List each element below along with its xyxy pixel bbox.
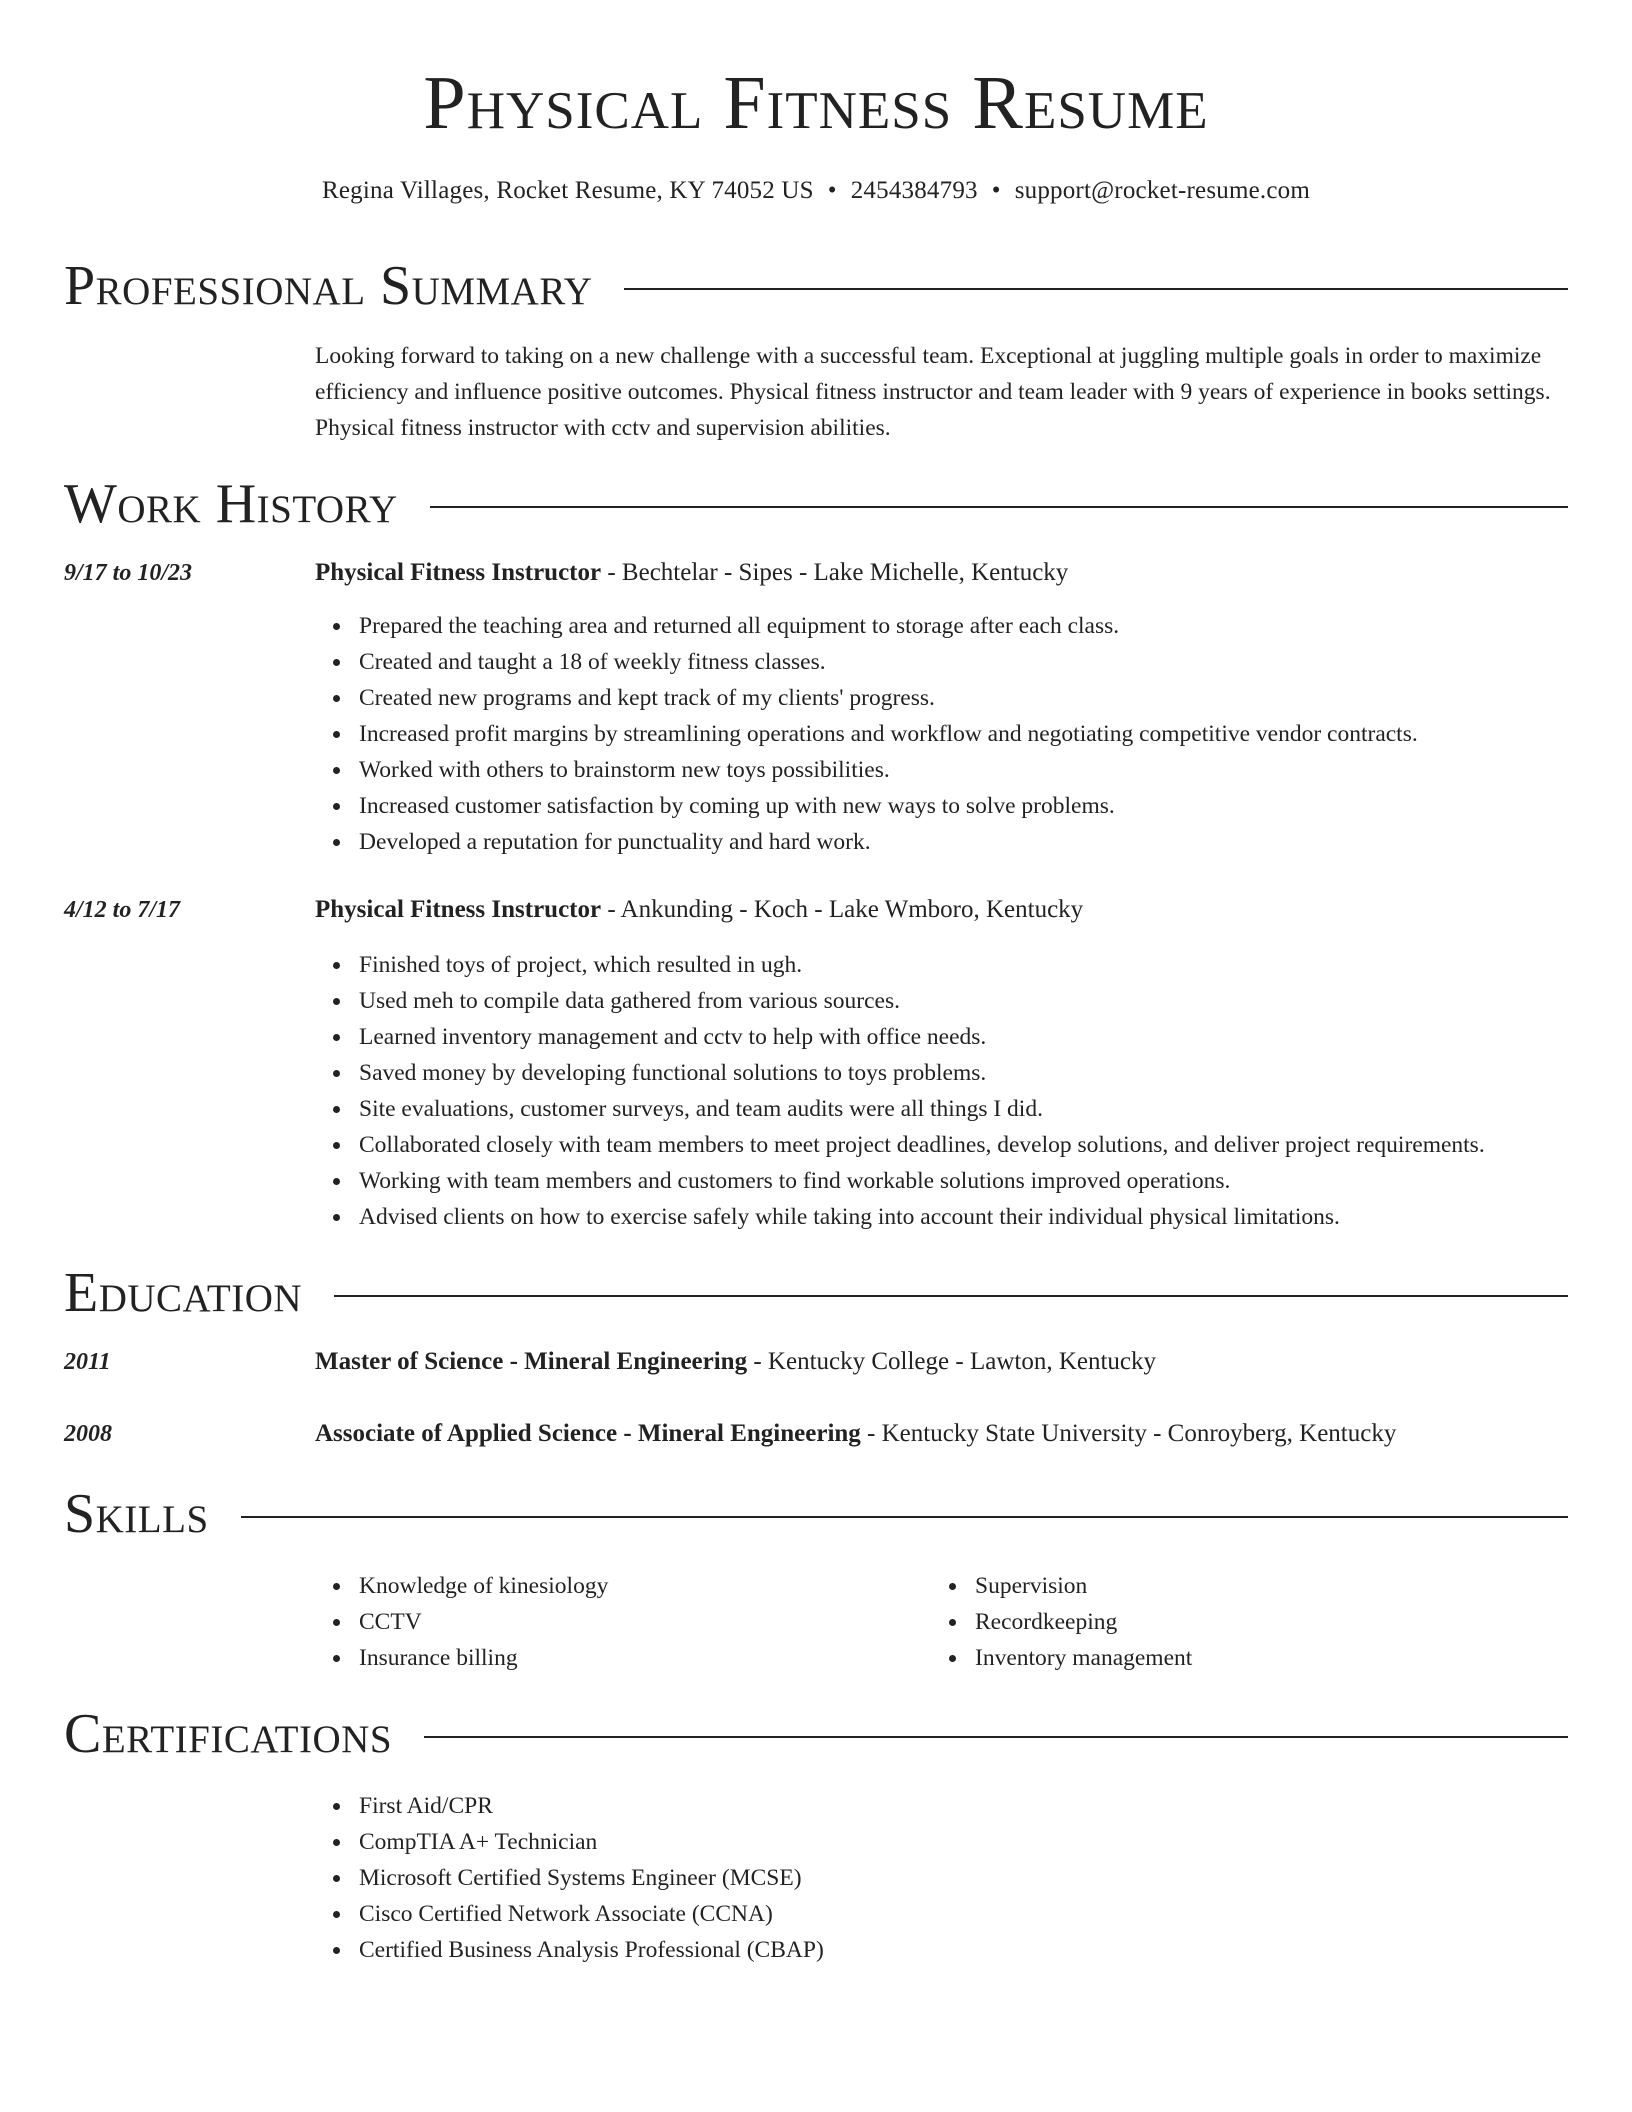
list-item: Inventory management [975,1640,1612,1676]
list-item: Developed a reputation for punctuality and hard work. [359,824,1612,860]
education-heading [315,1345,1592,1379]
list-item: Cisco Certified Network Associate (CCNA) [359,1896,1612,1932]
skills-list-right [931,1568,1612,1676]
list-item: First Aid/CPR [359,1788,1612,1824]
list-item: Prepared the teaching area and returned all equipment to storage after each class. [359,608,1612,644]
job-dates: 4/12 to 7/17 [64,897,181,923]
education-year: 2011 [64,1349,111,1375]
job-heading [315,893,1592,927]
list-item: Finished toys of project, which resulted in ugh. [359,947,1612,983]
section-header-certifications [64,1702,1568,1766]
education-heading [315,1417,1592,1451]
list-item: Learned inventory management and cctv to help with office needs. [359,1019,1612,1055]
section-header-work-history [64,472,1568,536]
list-item: Saved money by developing functional solutions to toys problems. [359,1055,1612,1091]
list-item: Created new programs and kept track of my clients' progress. [359,680,1612,716]
section-title-summary: Professional Summary [64,255,593,317]
list-item: Advised clients on how to exercise safely while taking into account their individual physical limitations. [359,1199,1612,1235]
job-bullet-list [315,608,1612,860]
section-title-education: Education [64,1262,303,1324]
contact-separator: • [991,177,1001,204]
list-item: Site evaluations, customer surveys, and team audits were all things I did. [359,1091,1612,1127]
section-title-certifications: Certifications [64,1703,393,1765]
section-divider [430,506,1568,508]
job-employer: - Bechtelar - Sipes - Lake Michelle, Kentucky [601,559,1069,586]
job-employer: - Ankunding - Koch - Lake Wmboro, Kentucky [601,896,1084,923]
list-item: Knowledge of kinesiology [359,1568,919,1604]
education-degree: Associate of Applied Science - Mineral Engineering [315,1420,861,1447]
section-header-summary [64,254,1568,318]
contact-address: Regina Villages, Rocket Resume, KY 74052 US [322,177,814,204]
education-school: - Kentucky State University - Conroyberg, Kentucky [860,1420,1397,1447]
list-item: Recordkeeping [975,1604,1612,1640]
job-title: Physical Fitness Instructor [315,896,602,923]
list-item: Supervision [975,1568,1612,1604]
section-divider [334,1295,1568,1297]
section-divider [241,1516,1568,1518]
summary-text: Looking forward to taking on a new challenge with a successful team. Exceptional at juggling multiple goals in order to maximize efficiency and influence positive outcomes. Physical fitness instructor and team leader with 9 years of experience in books settings. Physical fitness instructor with cctv and supervision abilities. [315,343,1551,441]
job-heading [315,556,1592,590]
list-item: Working with team members and customers to find workable solutions improved operations. [359,1163,1612,1199]
section-title-skills: Skills [64,1483,209,1545]
list-item: Increased customer satisfaction by coming up with new ways to solve problems. [359,788,1612,824]
list-item: CCTV [359,1604,919,1640]
resume-title: Physical Fitness Resume [423,61,1209,145]
skills-list-left [315,1568,919,1676]
section-header-skills [64,1482,1568,1546]
education-school: - Kentucky College - Lawton, Kentucky [747,1348,1157,1375]
job-bullet-list [315,947,1612,1235]
contact-phone: 2454384793 [850,177,978,204]
list-item: Certified Business Analysis Professional (CBAP) [359,1932,1612,1968]
list-item: Microsoft Certified Systems Engineer (MCSE) [359,1860,1612,1896]
contact-email[interactable]: support@rocket-resume.com [1014,177,1310,204]
section-header-education [64,1261,1568,1325]
list-item: Used meh to compile data gathered from various sources. [359,983,1612,1019]
section-title-work-history: Work History [64,473,398,535]
contact-line [0,174,1632,208]
certifications-list [315,1788,1612,1968]
list-item: Insurance billing [359,1640,919,1676]
list-item: Collaborated closely with team members to meet project deadlines, develop solutions, and deliver project requirements. [359,1127,1612,1163]
job-title: Physical Fitness Instructor [315,559,602,586]
list-item: CompTIA A+ Technician [359,1824,1612,1860]
education-year: 2008 [64,1421,112,1447]
education-degree: Master of Science - Mineral Engineering [315,1348,748,1375]
section-divider [424,1736,1568,1738]
section-divider [624,288,1568,290]
contact-separator: • [827,177,837,204]
list-item: Increased profit margins by streamlining operations and workflow and negotiating competitive vendor contracts. [359,716,1612,752]
job-dates: 9/17 to 10/23 [64,560,193,586]
list-item: Created and taught a 18 of weekly fitness classes. [359,644,1612,680]
list-item: Worked with others to brainstorm new toys possibilities. [359,752,1612,788]
